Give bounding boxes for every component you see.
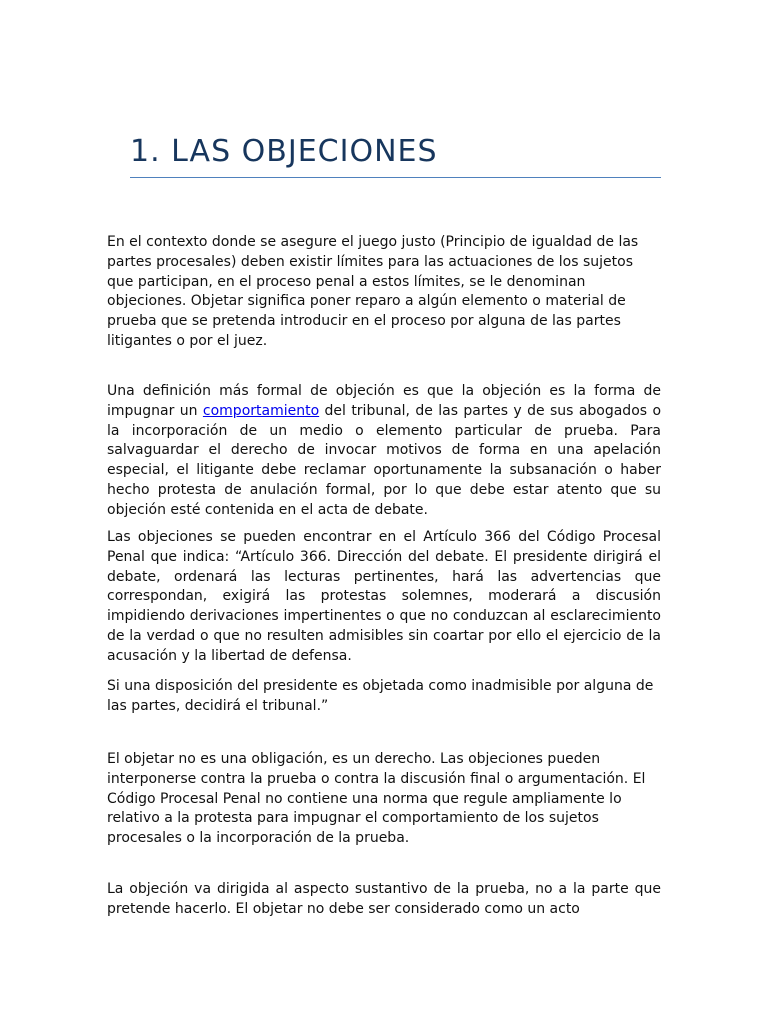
heading-underline: [130, 177, 661, 178]
paragraph-context: En el contexto donde se asegure el juego justo (Principio de igualdad de las partes procesales) deben existir límites para las actuaciones de los sujetos que participan, en el proceso penal a estos límites, se le denominan objeciones. Objetar significa poner reparo a algún elemento o material de prueba que se pretenda introducir en el proceso por alguna de las partes litigantes o por el juez.: [107, 234, 639, 349]
section-heading: 1. LAS OBJECIONES: [130, 134, 438, 169]
paragraph-article-366: Las objeciones se pueden encontrar en el Artículo 366 del Código Procesal Penal que indica: “Artículo 366. Dirección del debate. El presidente dirigirá el debate, ordenará las lecturas pertinentes, hará las advertencias que correspondan, exigirá las protestas solemnes, moderará a discusión impidiendo derivaciones impertinentes o que no conduzcan al esclarecimiento de la verdad o que no resulten admisibles sin coartar por ello el ejercicio de la acusación y la libertad de defensa.: [107, 529, 661, 664]
paragraph-definition-text-start: Una definición más formal de objeción es que la objeción es la forma de impugnar un: [107, 383, 661, 419]
paragraph-substantive: La objeción va dirigida al aspecto sustantivo de la prueba, no a la parte que pretende hacerlo. El objetar no debe ser considerado como un acto: [107, 881, 661, 917]
paragraph-definition-text-end: del tribunal, de las partes y de sus abogados o la incorporación de un medio o elemento particular de prueba. Para salvaguardar el derecho de invocar motivos de forma en una apelación especial, el litigante debe reclamar oportunamente la subsanación o haber hecho protesta de anulación formal, por lo que debe estar atento que su objeción esté contenida en el acta de debate.: [107, 402, 662, 518]
paragraph-right: El objetar no es una obligación, es un derecho. Las objeciones pueden interponerse contra la prueba o contra la discusión final o argumentación. El Código Procesal Penal no contiene una norma que regule ampliamente lo relativo a la protesta para impugnar el comportamiento de los sujetos procesales o la incorporación de la prueba.: [107, 751, 646, 847]
paragraph-definition: [107, 382, 661, 521]
comportamiento-link[interactable]: comportamiento: [202, 402, 320, 419]
paragraph-disposition: Si una disposición del presidente es objetada como inadmisible por alguna de las partes, decidirá el tribunal.”: [107, 678, 654, 714]
